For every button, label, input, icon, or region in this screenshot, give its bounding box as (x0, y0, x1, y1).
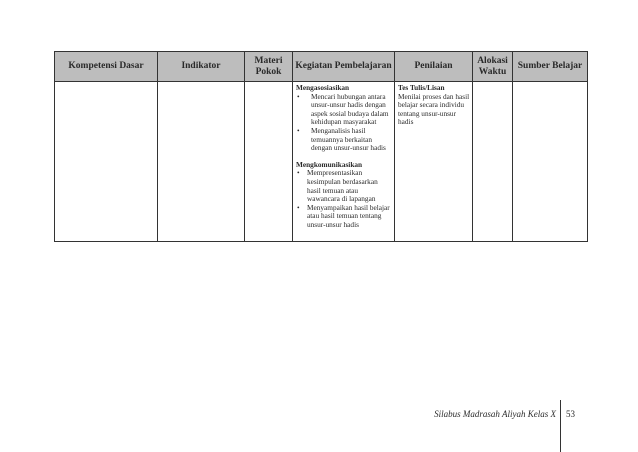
penilaian-text: Menilai proses dan hasil belajar secara individu tentang unsur-unsur hadis (398, 91, 470, 127)
table-row (55, 82, 588, 242)
cell-indikator (158, 82, 245, 242)
bullet-icon: • (297, 91, 300, 101)
cell-kompetensi-dasar (55, 82, 158, 242)
header-kegiatan-pembelajaran: Kegiatan Pembelajaran (293, 52, 395, 82)
cell-alokasi-waktu (473, 82, 513, 242)
list-item: • Mempresentasikan kesimpulan berdasarkan hasil temuan atau wawancara di lapangan (297, 168, 378, 204)
header-materi-pokok: Materi Pokok (245, 52, 293, 82)
header-alokasi-waktu: Alokasi Waktu (473, 52, 513, 82)
list-item: • Menyampaikan hasil belajar atau hasil temuan tentang unsur-unsur hadis (297, 202, 390, 229)
bullet-icon: • (297, 168, 300, 178)
header-penilaian: Penilaian (395, 52, 473, 82)
cell-materi-pokok (245, 82, 293, 242)
header-sumber-belajar: Sumber Belajar (513, 52, 588, 82)
footer-title: Silabus Madrasah Aliyah Kelas X (434, 409, 556, 419)
list-item: • Menganalisis hasil temuannya berkaitan dengan unsur-unsur hadis (297, 125, 386, 153)
kegiatan-section-mengkomunikasikan: Mengkomunikasikan (296, 159, 363, 169)
list-item: • Mencari hubungan antara unsur-unsur hadis dengan aspek sosial budaya dalam kehidupan masyarakat (297, 91, 389, 127)
header-indikator: Indikator (158, 52, 245, 82)
table-header-row (55, 52, 588, 82)
bullet-icon: • (297, 125, 300, 135)
penilaian-title: Tes Tulis/Lisan (398, 83, 445, 92)
footer-divider (560, 400, 561, 452)
header-kompetensi-dasar: Kompetensi Dasar (55, 52, 158, 82)
kegiatan-list-2 (296, 169, 392, 229)
page-number: 53 (566, 409, 575, 419)
bullet-icon: • (297, 202, 300, 212)
cell-sumber-belajar (513, 82, 588, 242)
cell-kegiatan-pembelajaran (293, 82, 395, 242)
kegiatan-section-mengasosiasikan: Mengasosiasikan (296, 83, 350, 92)
silabus-table (54, 51, 588, 242)
cell-penilaian (395, 82, 473, 242)
kegiatan-list-1 (296, 93, 392, 153)
